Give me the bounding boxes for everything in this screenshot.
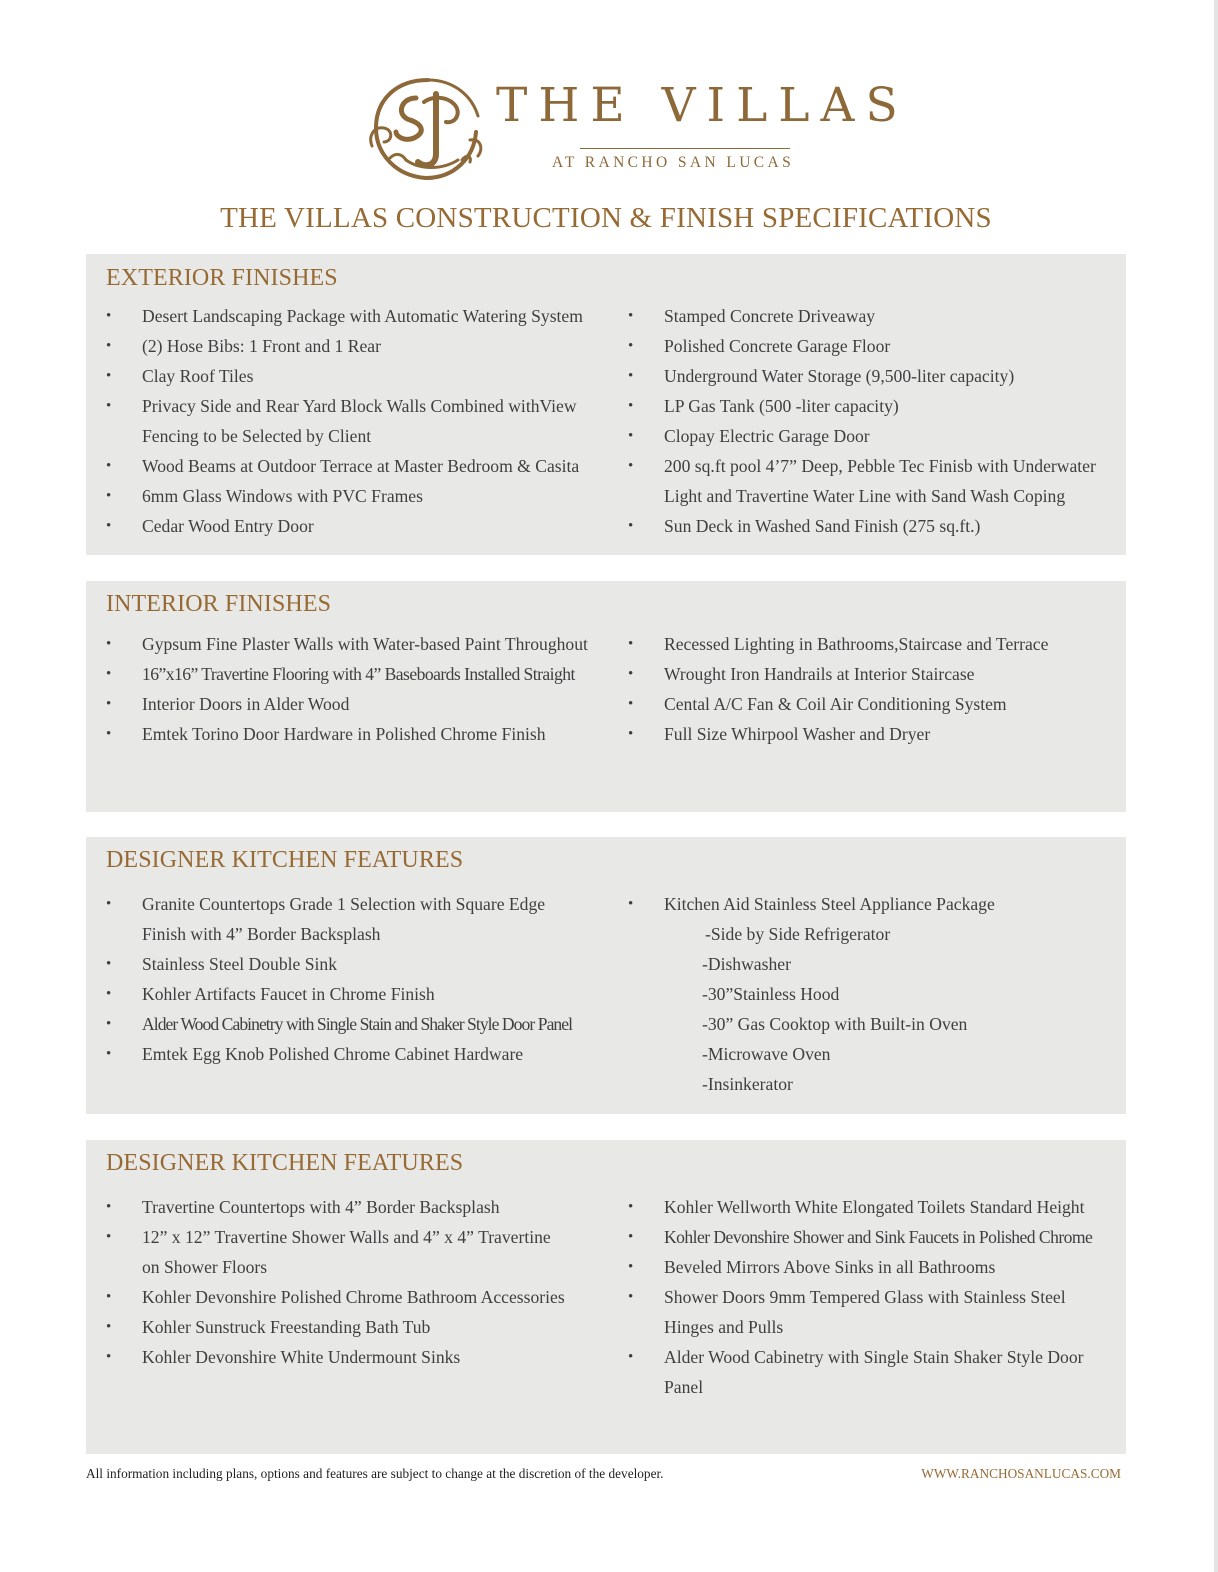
list-item: • Desert Landscaping Package with Automatic Watering System [106,301,606,331]
sub-list-item: -30” Gas Cooktop with Built-in Oven [702,1014,968,1034]
section-interior-finishes [86,581,1126,812]
spec-list-left [106,889,606,1069]
spec-list-left [106,629,606,749]
list-item: • Alder Wood Cabinetry with Single Stain Shaker Style Door [628,1342,1118,1372]
sub-list-item: -Insinkerator [702,1074,793,1094]
spec-list-right [628,629,1118,749]
logo-divider [580,148,790,149]
website-link[interactable]: WWW.RANCHOSANLUCAS.COM [921,1466,1121,1481]
list-item: • LP Gas Tank (500 -liter capacity) [628,391,1118,421]
list-item-continuation: Light and Travertine Water Line with Sand Wash Coping [664,486,1066,506]
list-item-continuation: Hinges and Pulls [664,1317,784,1337]
sub-list-item: -30”Stainless Hood [702,984,840,1004]
list-item: • Wrought Iron Handrails at Interior Staircase [628,659,1118,689]
list-item: • 200 sq.ft pool 4’7” Deep, Pebble Tec Finisb with Underwater [628,451,1118,481]
page-edge [1214,0,1218,1572]
logo-subtitle: AT RANCHO SAN LUCAS [552,154,795,171]
list-item: • Emtek Egg Knob Polished Chrome Cabinet Hardware [106,1039,606,1069]
list-item: • Granite Countertops Grade 1 Selection with Square Edge [106,889,606,919]
list-item: • Underground Water Storage (9,500-liter capacity) [628,361,1118,391]
list-item: • Sun Deck in Washed Sand Finish (275 sq.ft.) [628,511,1118,541]
section-title: DESIGNER KITCHEN FEATURES [106,1150,464,1176]
list-item: • Stamped Concrete Driveaway [628,301,1118,331]
list-item: • Kohler Artifacts Faucet in Chrome Finish [106,979,606,1009]
list-item: • 16”x16” Travertine Flooring with 4” Baseboards Installed Straight [106,659,606,689]
sub-list-item: -Microwave Oven [702,1044,831,1064]
section-designer-kitchen-features-2 [86,1140,1126,1454]
list-item: • Stainless Steel Double Sink [106,949,606,979]
list-item: • Alder Wood Cabinetry with Single Stain and Shaker Style Door Panel [106,1009,606,1039]
list-item: • Kohler Wellworth White Elongated Toilets Standard Height [628,1192,1118,1222]
section-title: DESIGNER KITCHEN FEATURES [106,847,464,873]
list-item: • Emtek Torino Door Hardware in Polished Chrome Finish [106,719,606,749]
spec-list-right [628,1192,1118,1402]
list-item: • Wood Beams at Outdoor Terrace at Master Bedroom & Casita [106,451,606,481]
list-item: • Beveled Mirrors Above Sinks in all Bathrooms [628,1252,1118,1282]
spec-list-left [106,1192,606,1372]
list-item: • (2) Hose Bibs: 1 Front and 1 Rear [106,331,606,361]
list-item: • Interior Doors in Alder Wood [106,689,606,719]
list-item: • 6mm Glass Windows with PVC Frames [106,481,606,511]
section-designer-kitchen-features [86,837,1126,1114]
monogram-logo-icon [366,76,486,182]
list-item-continuation: on Shower Floors [142,1257,268,1277]
list-item: • Recessed Lighting in Bathrooms,Staircase and Terrace [628,629,1118,659]
sub-list-item: -Side by Side Refrigerator [705,924,891,944]
list-item: • Privacy Side and Rear Yard Block Walls Combined withView [106,391,606,421]
list-item-continuation: Finish with 4” Border Backsplash [142,924,381,944]
list-item: • 12” x 12” Travertine Shower Walls and 4” x 4” Travertine [106,1222,606,1252]
section-exterior-finishes [86,254,1126,555]
logo [366,76,909,184]
list-item: • Cental A/C Fan & Coil Air Conditioning System [628,689,1118,719]
list-item: • Full Size Whirpool Washer and Dryer [628,719,1118,749]
list-item: • Shower Doors 9mm Tempered Glass with Stainless Steel [628,1282,1118,1312]
list-item: • Kohler Devonshire White Undermount Sinks [106,1342,606,1372]
section-title: EXTERIOR FINISHES [106,265,338,291]
list-item-continuation: Panel [664,1377,704,1397]
document-title: THE VILLAS CONSTRUCTION & FINISH SPECIFICATIONS [220,202,992,234]
spec-list-right [628,301,1118,541]
list-item: • Travertine Countertops with 4” Border Backsplash [106,1192,606,1222]
list-item: • Kitchen Aid Stainless Steel Appliance Package [628,889,1118,919]
list-item-continuation: Fencing to be Selected by Client [142,426,372,446]
logo-title: THE VILLAS [496,78,909,133]
list-item: • Gypsum Fine Plaster Walls with Water-based Paint Throughout [106,629,606,659]
list-item: • Kohler Devonshire Shower and Sink Faucets in Polished Chrome [628,1222,1118,1252]
disclaimer-text: All information including plans, options and features are subject to change at the discretion of the developer. [86,1466,664,1481]
sub-list-item: -Dishwasher [702,954,791,974]
section-title: INTERIOR FINISHES [106,591,332,617]
spec-list-right [628,889,1118,1099]
list-item: • Clopay Electric Garage Door [628,421,1118,451]
list-item: • Kohler Devonshire Polished Chrome Bathroom Accessories [106,1282,606,1312]
list-item: • Polished Concrete Garage Floor [628,331,1118,361]
list-item: • Kohler Sunstruck Freestanding Bath Tub [106,1312,606,1342]
list-item: • Clay Roof Tiles [106,361,606,391]
list-item: • Cedar Wood Entry Door [106,511,606,541]
spec-list-left [106,301,606,541]
